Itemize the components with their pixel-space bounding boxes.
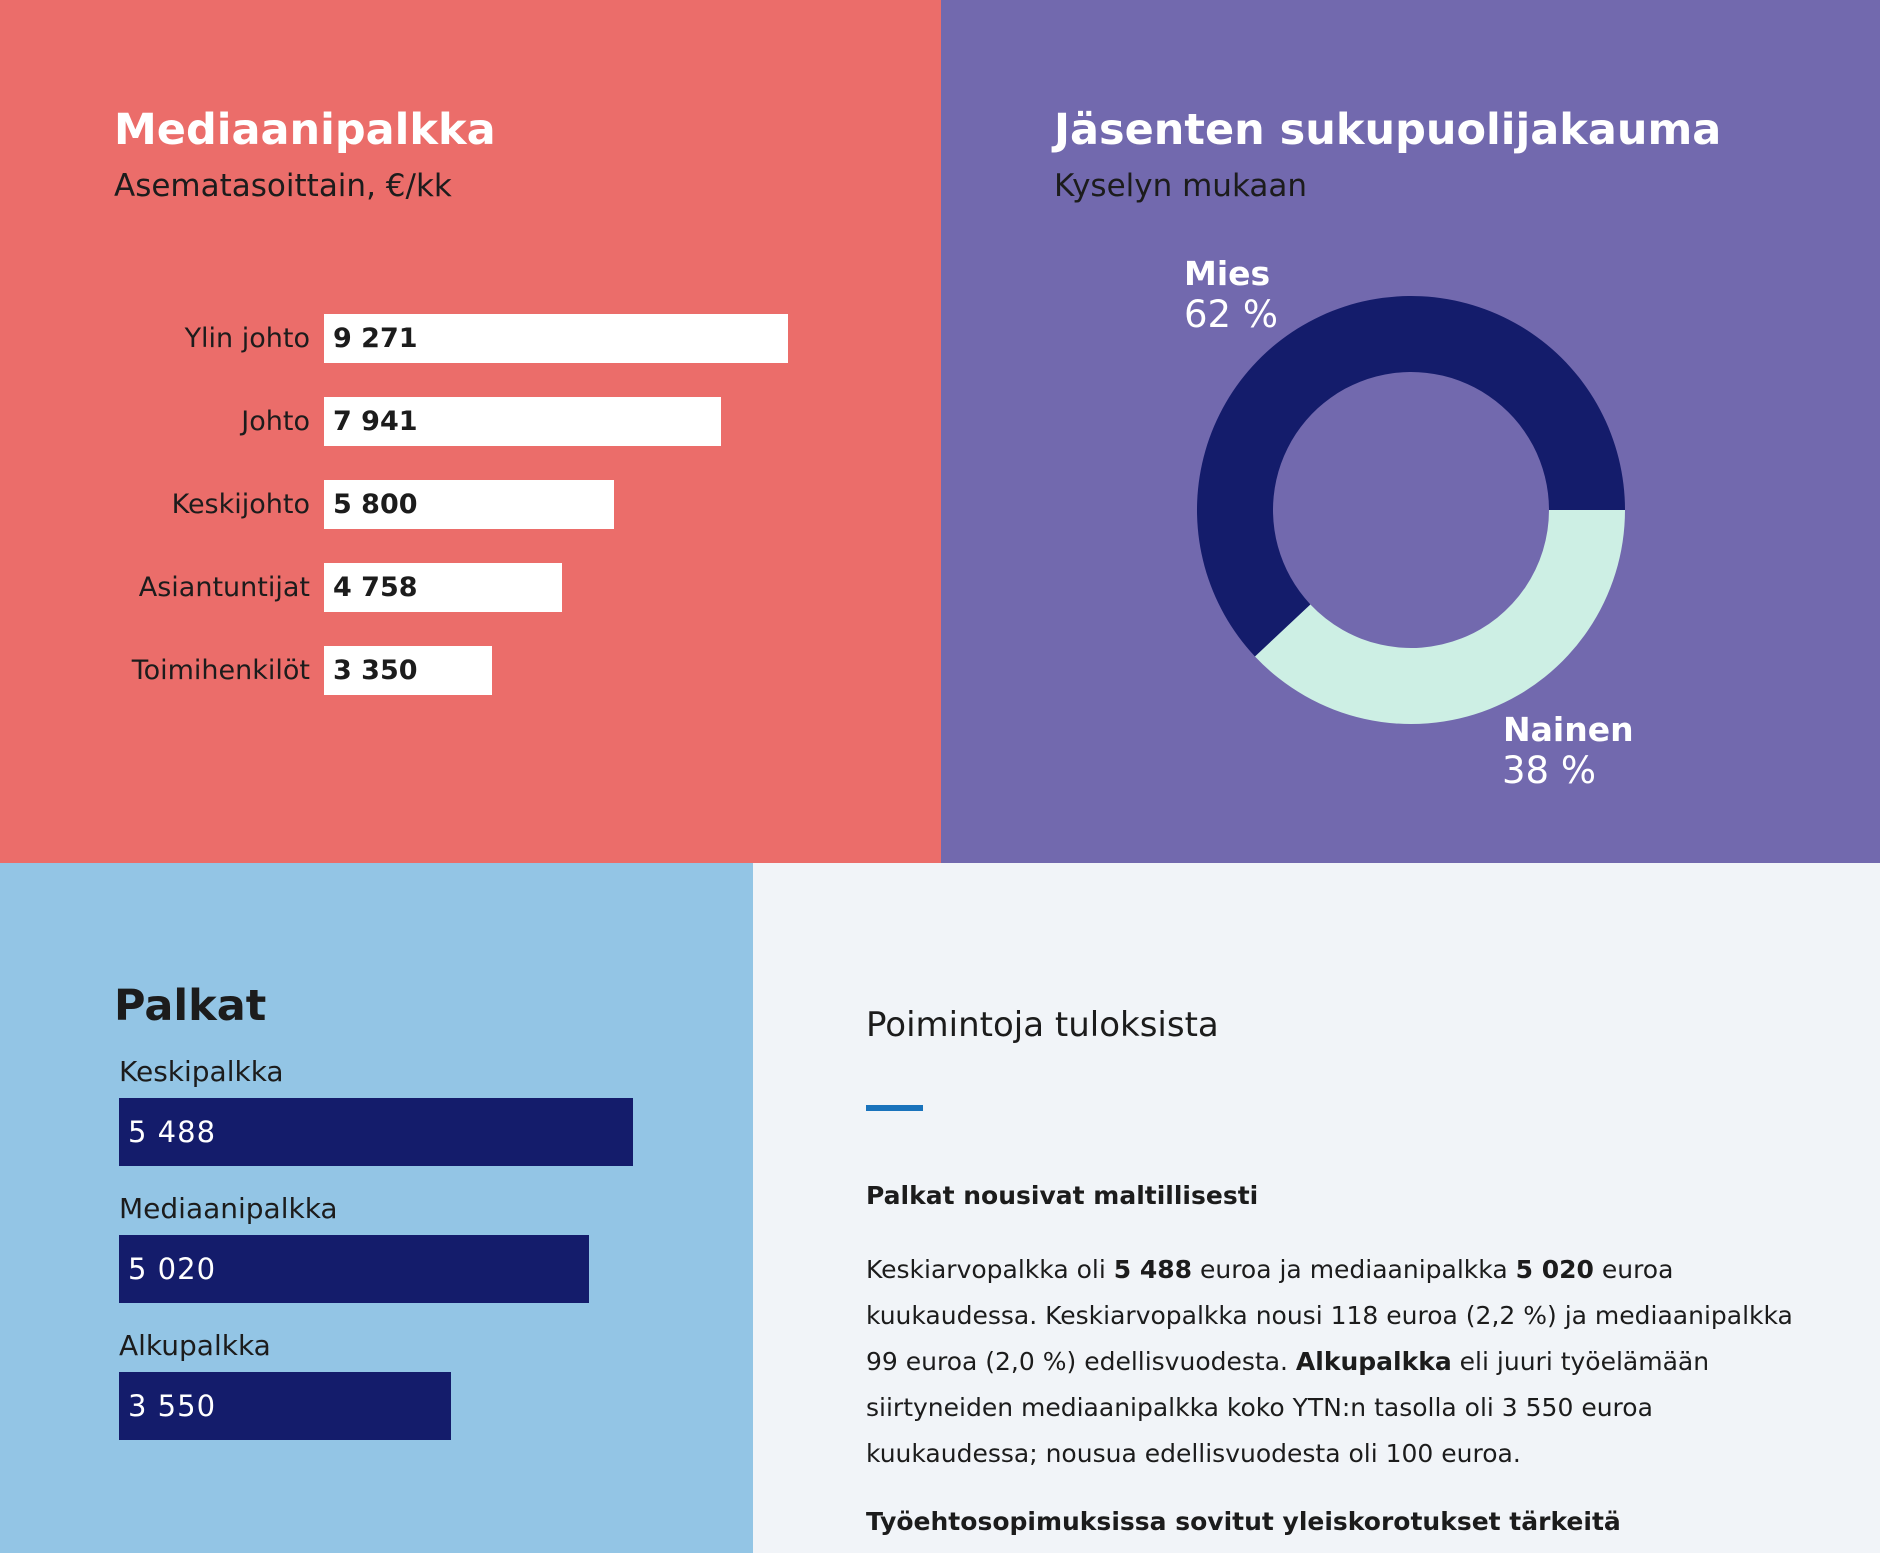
gender-distribution-panel: [941, 0, 1880, 863]
heading-accent-line: [866, 1105, 923, 1111]
salaries-panel: [0, 863, 753, 1553]
median-chart-subtitle: Asematasoittain, €/kk: [114, 168, 452, 204]
bar-value-label: 5 800: [333, 489, 418, 520]
median-salary-value: 5 020: [1515, 1255, 1594, 1284]
bar: [119, 1235, 589, 1303]
bar-label: Mediaanipalkka: [119, 1192, 338, 1225]
bar-label: Johto: [241, 406, 310, 437]
bar-value-label: 5 488: [128, 1115, 217, 1149]
avg-salary-value: 5 488: [1113, 1255, 1193, 1284]
bar-value-label: 3 350: [333, 655, 418, 686]
bar: [324, 646, 492, 695]
bar-value-label: 7 941: [333, 406, 418, 437]
bar: [324, 480, 614, 529]
results-highlights-panel: [753, 863, 1880, 1553]
bar: [119, 1372, 451, 1440]
slice-value-mies: 62 %: [1184, 293, 1278, 336]
bar: [324, 563, 562, 612]
gender-donut-chart: [941, 0, 1880, 863]
bar-value-label: 9 271: [333, 323, 418, 354]
bar: [324, 397, 721, 446]
bar-value-label: 4 758: [333, 572, 418, 603]
bar-label: Alkupalkka: [119, 1329, 271, 1362]
slice-label-mies: Mies: [1184, 254, 1271, 293]
bar: [119, 1098, 633, 1166]
starting-salary-term: Alkupalkka: [1295, 1347, 1452, 1376]
bar-label: Toimihenkilöt: [131, 655, 310, 686]
slice-label-nainen: Nainen: [1503, 710, 1634, 749]
bar-value-label: 3 550: [128, 1389, 217, 1423]
bar-label: Keskipalkka: [119, 1055, 284, 1088]
highlights-heading: Poimintoja tuloksista: [866, 1005, 1219, 1045]
median-salary-panel: [0, 0, 941, 863]
donut-slice-nainen: [1255, 510, 1625, 724]
median-chart-title: Mediaanipalkka: [114, 105, 496, 155]
bar-value-label: 5 020: [128, 1252, 217, 1286]
gender-chart-title: Jäsenten sukupuolijakauma: [1054, 105, 1722, 155]
bar-label: Asiantuntijat: [138, 572, 310, 603]
results-paragraph: Keskiarvopalkka oli 5 488 euroa ja mediaanipalkka 5 020 euroa kuukaudessa. Keskiarvopalkka nousi 118 euroa (2,2 %) ja mediaanipalkka 99 euroa (2,0 %) edellisvuodesta. Alkupalkka eli juuri työelämään siirtyneiden mediaanipalkka koko YTN:n tasolla oli 3 550 euroa kuukaudessa; nousua edellisvuodesta oli 100 euroa.: [866, 1255, 1793, 1468]
salaries-chart-title: Palkat: [114, 981, 267, 1031]
gender-chart-subtitle: Kyselyn mukaan: [1054, 168, 1307, 204]
bar: [324, 314, 788, 363]
subheading-salaries-rose: Palkat nousivat maltillisesti: [866, 1181, 1259, 1210]
subheading-collective-agreements: Työehtosopimuksissa sovitut yleiskorotukset tärkeitä: [866, 1507, 1621, 1536]
bar-label: Keskijohto: [171, 489, 310, 520]
bar-label: Ylin johto: [184, 323, 310, 354]
slice-value-nainen: 38 %: [1502, 749, 1596, 792]
